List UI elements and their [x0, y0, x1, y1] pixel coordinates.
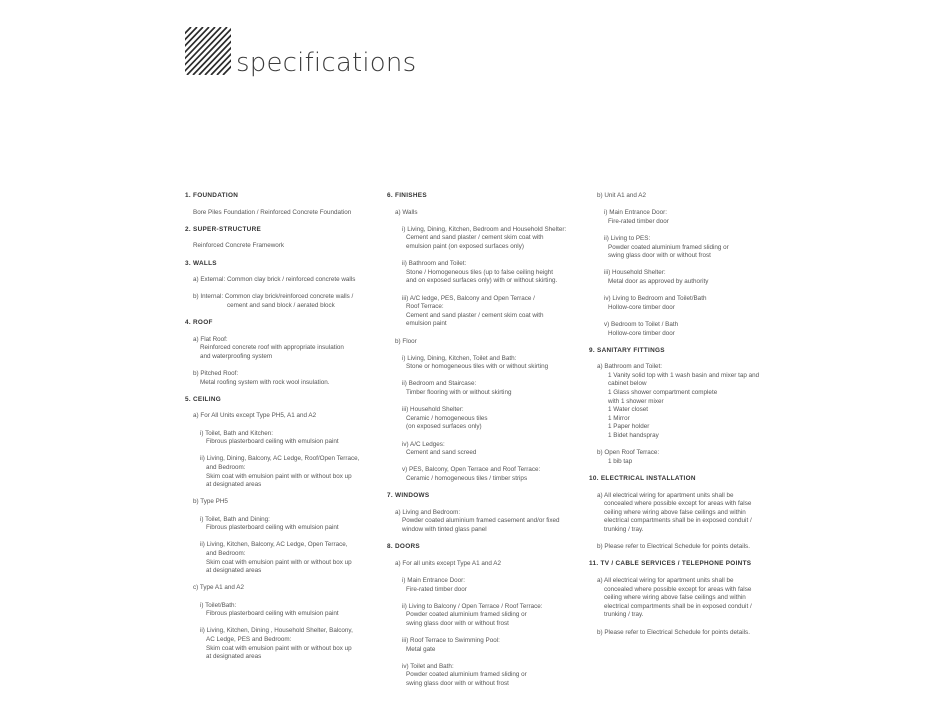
- line-gap: [589, 620, 784, 629]
- line-gap: [387, 217, 585, 226]
- section-heading: 3. WALLS: [185, 259, 217, 267]
- spec-line: window with tinted glass panel: [402, 525, 487, 533]
- spec-line: ii) Living to Balcony / Open Terrace / Roof Terrace:: [402, 602, 543, 610]
- spec-line: 1 Glass shower compartment complete: [608, 389, 718, 397]
- line-gap: [185, 421, 380, 430]
- line-gap: [589, 287, 784, 296]
- spec-line: Fibrous plasterboard ceiling with emulsion paint: [206, 438, 339, 446]
- line-gap: [387, 252, 585, 261]
- spec-line: iii) Household Shelter:: [402, 406, 464, 414]
- spec-line: electrical compartments shall be in exposed conduit /: [604, 602, 752, 610]
- section-heading: 5. CEILING: [185, 395, 222, 403]
- spec-line: Skim coat with emulsion paint with or without box up: [206, 644, 352, 652]
- specifications-column-3: [589, 192, 784, 637]
- spec-line: Metal gate: [406, 645, 436, 653]
- line-gap: [589, 552, 784, 561]
- spec-line: v) PES, Balcony, Open Terrace and Roof Terrace:: [402, 466, 541, 474]
- spec-line: 1 bib tap: [608, 457, 633, 465]
- line-gap: [185, 387, 380, 396]
- specifications-column-1: [185, 192, 380, 662]
- spec-line: Fire-rated timber door: [406, 585, 467, 593]
- section-heading: 11. TV / CABLE SERVICES / TELEPHONE POINTS: [589, 560, 752, 568]
- spec-line: iii) A/C ledge, PES, Balcony and Open Terrace /: [402, 294, 535, 302]
- line-gap: [387, 594, 585, 603]
- spec-line: a) For All Units except Type PH5, A1 and A2: [193, 412, 317, 420]
- line-gap: [185, 311, 380, 320]
- spec-line: Skim coat with emulsion paint with or without box up: [206, 558, 352, 566]
- spec-line: swing glass door with or without frost: [406, 619, 509, 627]
- spec-line: and Bedroom:: [206, 464, 246, 472]
- spec-line: Fire-rated timber door: [608, 217, 669, 225]
- spec-line: Fibrous plasterboard ceiling with emulsion paint: [206, 524, 339, 532]
- spec-line: with 1 shower mixer: [608, 397, 664, 405]
- spec-line: Powder coated aluminium framed sliding or: [608, 243, 729, 251]
- spec-line: i) Living, Dining, Kitchen, Toilet and Bath:: [402, 354, 517, 362]
- spec-line: Cement and sand screed: [406, 449, 477, 457]
- spec-line: Reinforced concrete roof with appropriate insulation: [200, 344, 344, 352]
- line-gap: [185, 285, 380, 294]
- line-gap: [589, 312, 784, 321]
- spec-line: ii) Bedroom and Staircase:: [402, 380, 477, 388]
- spec-line: c) Type A1 and A2: [193, 584, 244, 592]
- spec-line: b) Internal: Common clay brick/reinforced concrete walls /: [193, 293, 354, 301]
- spec-line: i) Living, Dining, Kitchen, Bedroom and Household Shelter:: [402, 225, 567, 233]
- spec-line: Ceramic / homogeneous tiles: [406, 414, 488, 422]
- line-gap: [589, 261, 784, 270]
- spec-line: swing glass door with or without frost: [608, 252, 711, 260]
- spec-line: and waterproofing system: [200, 352, 273, 360]
- section-heading: 2. SUPER-STRUCTURE: [185, 225, 262, 233]
- spec-line: ii) Living, Dining, Balcony, AC Ledge, Roof/Open Terrace,: [200, 455, 360, 463]
- spec-line: emulsion paint: [406, 320, 447, 328]
- page-title: specifications: [236, 48, 417, 78]
- spec-line: Hollow-core timber door: [608, 303, 675, 311]
- line-gap: [185, 251, 380, 260]
- spec-line: and Bedroom:: [206, 549, 246, 557]
- line-gap: [387, 372, 585, 381]
- section-heading: 9. SANITARY FITTINGS: [589, 346, 665, 354]
- line-gap: [185, 362, 380, 371]
- spec-line: at designated areas: [206, 567, 262, 575]
- spec-line: b) Pitched Roof:: [193, 370, 239, 378]
- spec-line: Cement and sand plaster / cement skim coat with: [406, 234, 544, 242]
- spec-line: b) Type PH5: [193, 498, 228, 506]
- spec-line: i) Toilet/Bath:: [200, 601, 237, 609]
- spec-line: Reinforced Concrete Framework: [193, 242, 284, 250]
- spec-line: 1 Water closet: [608, 406, 649, 414]
- spec-line: Powder coated aluminium framed sliding or: [406, 671, 527, 679]
- spec-line: trunking / tray.: [604, 611, 644, 619]
- section-heading: 4. ROOF: [185, 319, 213, 327]
- line-gap: [387, 329, 585, 338]
- line-gap: [387, 629, 585, 638]
- spec-line: iii) Household Shelter:: [604, 269, 666, 277]
- spec-line: Cement and sand plaster / cement skim coat with: [406, 311, 544, 319]
- spec-line: cement and sand block / aerated block: [227, 301, 335, 309]
- spec-line: b) Unit A1 and A2: [597, 192, 647, 199]
- spec-line: a) External: Common clay brick / reinforced concrete walls: [193, 276, 356, 284]
- spec-line: at designated areas: [206, 653, 262, 661]
- spec-line: Ceramic / homogeneous tiles / timber strips: [406, 475, 528, 482]
- line-gap: [589, 338, 784, 347]
- spec-line: a) Walls: [395, 208, 418, 216]
- line-gap: [387, 458, 585, 467]
- spec-line: a) All electrical wiring for apartment units shall be: [597, 491, 734, 499]
- line-gap: [589, 441, 784, 450]
- spec-line: i) Toilet, Bath and Dining:: [200, 515, 270, 523]
- spec-line: emulsion paint (on exposed surfaces only): [406, 242, 524, 250]
- line-gap: [387, 398, 585, 407]
- spec-line: ceiling where wiring above false ceilings and within: [604, 508, 746, 516]
- diagonal-stripes-icon: [185, 27, 231, 75]
- spec-line: v) Bedroom to Toilet / Bath: [604, 320, 679, 328]
- spec-line: i) Main Entrance Door:: [604, 209, 667, 217]
- spec-line: Bore Piles Foundation / Reinforced Concrete Foundation: [193, 208, 352, 216]
- spec-line: AC Ledge, PES and Bedroom:: [206, 635, 292, 643]
- spec-line: i) Toilet, Bath and Kitchen:: [200, 429, 274, 437]
- spec-line: a) For all units except Type A1 and A2: [395, 559, 501, 567]
- line-gap: [387, 568, 585, 577]
- line-gap: [589, 226, 784, 235]
- spec-line: b) Please refer to Electrical Schedule for points details.: [597, 628, 750, 636]
- spec-line: Powder coated aluminium framed sliding or: [406, 611, 527, 619]
- spec-line: ceiling where wiring above false ceilings and within: [604, 594, 746, 602]
- spec-line: Stone or homogeneous tiles with or without skirting: [406, 363, 549, 371]
- spec-line: Metal door as approved by authority: [608, 277, 709, 285]
- line-gap: [185, 533, 380, 542]
- spec-line: Powder coated aluminium framed casement and/or fixed: [402, 517, 560, 525]
- line-gap: [387, 535, 585, 544]
- spec-line: Hollow-core timber door: [608, 329, 675, 337]
- spec-line: a) Living and Bedroom:: [395, 508, 461, 516]
- spec-line: ii) Bathroom and Toilet:: [402, 260, 467, 268]
- line-gap: [387, 654, 585, 663]
- spec-line: concealed where possible except for areas with false: [604, 500, 752, 508]
- line-gap: [387, 432, 585, 441]
- spec-line: b) Floor: [395, 337, 417, 345]
- spec-line: 1 Bidet handspray: [608, 432, 659, 440]
- line-gap: [185, 576, 380, 585]
- spec-line: swing glass door with or without frost: [406, 680, 509, 688]
- line-gap: [185, 619, 380, 628]
- line-gap: [387, 346, 585, 355]
- line-gap: [589, 466, 784, 475]
- section-heading: 10. ELECTRICAL INSTALLATION: [589, 475, 696, 482]
- spec-line: iv) Toilet and Bath:: [402, 662, 454, 670]
- spec-line: and on exposed surfaces only) with or without skirting.: [406, 277, 558, 285]
- spec-line: a) Bathroom and Toilet:: [597, 363, 662, 371]
- line-gap: [185, 490, 380, 499]
- spec-line: trunking / tray.: [604, 525, 644, 533]
- line-gap: [185, 217, 380, 226]
- spec-line: a) Flat Roof:: [193, 335, 228, 343]
- spec-line: ii) Living to PES:: [604, 234, 651, 242]
- spec-line: 1 Vanity solid top with 1 wash basin and mixer tap and: [608, 371, 760, 379]
- spec-line: concealed where possible except for areas with false: [604, 585, 752, 593]
- spec-line: Skim coat with emulsion paint with or without box up: [206, 472, 352, 480]
- spec-line: cabinet below: [608, 380, 647, 388]
- spec-line: at designated areas: [206, 481, 262, 489]
- spec-line: (on exposed surfaces only): [406, 423, 482, 431]
- spec-line: electrical compartments shall be in exposed conduit /: [604, 517, 752, 525]
- spec-line: Fibrous plasterboard ceiling with emulsion paint: [206, 610, 339, 618]
- spec-line: a) All electrical wiring for apartment units shall be: [597, 576, 734, 584]
- spec-line: Stone / Homogeneous tiles (up to false ceiling height: [406, 268, 554, 276]
- spec-line: Roof Terrace:: [406, 303, 444, 311]
- specifications-column-2: [387, 192, 585, 689]
- line-gap: [185, 593, 380, 602]
- spec-line: iv) Living to Bedroom and Toilet/Bath: [604, 295, 707, 303]
- line-gap: [387, 286, 585, 295]
- spec-line: Metal roofing system with rock wool insulation.: [200, 378, 330, 386]
- section-heading: 8. DOORS: [387, 543, 420, 551]
- spec-line: Timber flooring with or without skirting: [406, 389, 512, 397]
- section-heading: 6. FINISHES: [387, 192, 427, 199]
- spec-line: iii) Roof Terrace to Swimming Pool:: [402, 637, 500, 645]
- spec-line: 1 Paper holder: [608, 423, 650, 431]
- spec-line: b) Please refer to Electrical Schedule for points details.: [597, 543, 750, 551]
- line-gap: [185, 447, 380, 456]
- spec-line: iv) A/C Ledges:: [402, 440, 445, 448]
- line-gap: [387, 484, 585, 493]
- spec-line: 1 Mirror: [608, 414, 630, 422]
- line-gap: [589, 201, 784, 210]
- section-heading: 7. WINDOWS: [387, 492, 430, 500]
- section-heading: 1. FOUNDATION: [185, 192, 239, 199]
- spec-line: ii) Living, Kitchen, Balcony, AC Ledge, Open Terrace,: [200, 541, 348, 549]
- line-gap: [589, 535, 784, 544]
- spec-line: i) Main Entrance Door:: [402, 576, 465, 584]
- spec-line: b) Open Roof Terrace:: [597, 449, 660, 457]
- line-gap: [185, 507, 380, 516]
- spec-line: ii) Living, Kitchen, Dining , Household Shelter, Balcony,: [200, 627, 353, 635]
